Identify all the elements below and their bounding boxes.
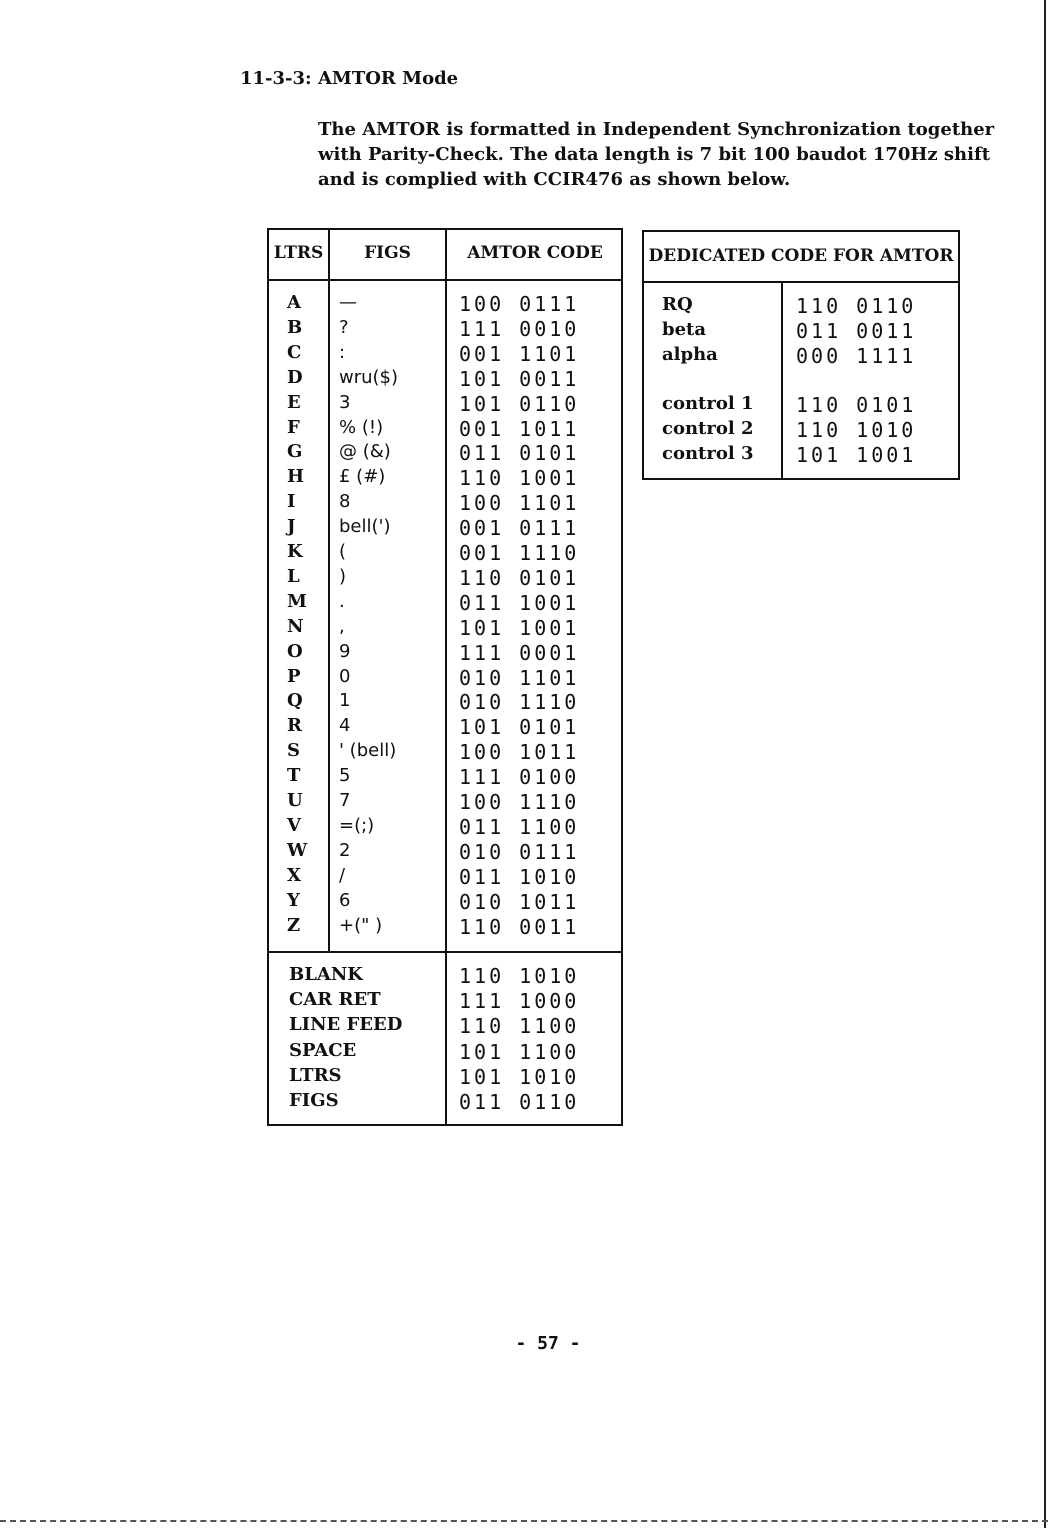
intro-line: and is complied with CCIR476 as shown below.: [318, 169, 791, 190]
fig-cell: :: [339, 341, 346, 363]
code-cell: 000 1111: [796, 344, 917, 368]
table-row: [269, 915, 621, 940]
ltr-cell: M: [287, 590, 307, 612]
dedicated-name: RQ: [662, 294, 693, 315]
code-cell: 010 1110: [459, 690, 580, 715]
code-cell: 110 1100: [459, 1014, 580, 1039]
dedicated-header: [644, 232, 958, 283]
ltr-cell: D: [287, 366, 303, 388]
intro-line: with Parity-Check. The data length is 7 bit 100 baudot 170Hz shift: [318, 144, 991, 165]
code-cell: 111 0001: [459, 640, 580, 665]
table-row: [269, 441, 621, 466]
code-cell: 101 0101: [459, 715, 580, 740]
code-cell: 100 1101: [459, 491, 580, 516]
control-name: SPACE: [289, 1039, 357, 1061]
table-row: [269, 516, 621, 541]
table-row: [269, 541, 621, 566]
table-row: [269, 641, 621, 666]
code-cell: 110 0101: [459, 565, 580, 590]
code-cell: 100 1011: [459, 740, 580, 765]
code-cell: 110 1010: [459, 964, 580, 988]
table-row: [269, 317, 621, 342]
ltr-cell: H: [287, 466, 305, 488]
page-number: - 57 -: [515, 1333, 581, 1354]
code-cell: 001 1011: [459, 416, 580, 441]
dedicated-row: [644, 418, 958, 443]
table-row: [269, 466, 621, 491]
code-cell: 110 0101: [796, 393, 917, 417]
page-edge: [1044, 0, 1046, 1528]
fig-cell: 5: [339, 765, 351, 787]
ltr-cell: T: [287, 765, 301, 787]
fig-cell: % (!): [339, 416, 384, 438]
fig-cell: 6: [339, 889, 351, 911]
ltr-cell: U: [287, 790, 303, 811]
table-row: [269, 890, 621, 915]
table-row: [269, 367, 621, 392]
control-name: LINE FEED: [289, 1014, 403, 1036]
ltr-cell: P: [287, 665, 301, 687]
fig-cell: =(;): [339, 814, 375, 836]
control-row: [269, 1065, 621, 1090]
table-row: [269, 292, 621, 317]
code-cell: 101 0110: [459, 391, 580, 416]
figs-header: FIGS: [364, 243, 411, 263]
control-name: BLANK: [289, 964, 363, 985]
dedicated-row: [644, 294, 958, 319]
ltr-cell: O: [287, 640, 303, 662]
fig-cell: @ (&): [339, 441, 391, 463]
code-cell: 101 1001: [459, 615, 580, 640]
ltr-cell: J: [287, 516, 296, 538]
dedicated-name: control 3: [662, 443, 754, 464]
intro-line: The AMTOR is formatted in Independent Synchronization together: [318, 119, 995, 140]
fig-cell: ,: [339, 615, 345, 637]
control-name: FIGS: [289, 1090, 339, 1111]
code-cell: 011 1001: [459, 590, 580, 615]
section-heading: 11-3-3: AMTOR Mode: [240, 68, 459, 89]
fig-cell: 7: [339, 790, 351, 811]
amtor-code-table: [267, 228, 623, 1126]
ltr-cell: I: [287, 491, 296, 513]
table-row: [269, 417, 621, 442]
code-cell: 010 1011: [459, 889, 580, 914]
fig-cell: (: [339, 541, 347, 562]
dedicated-code-table: [642, 230, 960, 480]
code-cell: 100 1110: [459, 790, 580, 814]
control-row: [269, 1090, 621, 1115]
code-cell: 011 1010: [459, 864, 580, 889]
fig-cell: .: [339, 590, 345, 612]
fig-cell: ): [339, 565, 347, 587]
ltrs-header: LTRS: [273, 243, 324, 263]
control-name: LTRS: [289, 1064, 342, 1086]
code-cell: 101 1010: [459, 1064, 580, 1089]
section-divider: [269, 951, 621, 953]
code-cell: 001 1110: [459, 541, 580, 565]
code-cell: 110 0110: [796, 294, 917, 318]
dedicated-name: alpha: [662, 344, 718, 365]
code-cell: 101 0011: [459, 366, 580, 391]
ltr-cell: F: [287, 416, 300, 438]
ltr-cell: Z: [287, 914, 301, 936]
code-cell: 100 0111: [459, 292, 580, 316]
fig-cell: ?: [339, 316, 349, 338]
fig-cell: £ (#): [339, 466, 386, 488]
ltr-cell: C: [287, 341, 302, 363]
code-cell: 001 1101: [459, 341, 580, 366]
table-row: [269, 815, 621, 840]
dedicated-row: [644, 443, 958, 468]
table-row: [269, 666, 621, 691]
code-cell: 110 1010: [796, 418, 917, 442]
intro-paragraph: [318, 117, 998, 192]
ltr-cell: N: [287, 615, 304, 637]
code-cell: 111 0100: [459, 765, 580, 790]
ltr-cell: G: [287, 441, 303, 463]
table-row: [269, 491, 621, 516]
ltr-cell: W: [287, 839, 308, 861]
code-cell: 111 0010: [459, 316, 580, 341]
fig-cell: wru($): [339, 366, 399, 388]
dedicated-name: control 1: [662, 393, 754, 414]
table-row: [269, 765, 621, 790]
fig-cell: /: [339, 864, 346, 886]
table-row: [269, 591, 621, 616]
code-cell: 110 1001: [459, 466, 580, 491]
code-cell: 101 1100: [459, 1039, 580, 1064]
fig-cell: bell('): [339, 516, 391, 538]
code-cell: 101 1001: [796, 443, 917, 467]
table-row: [269, 690, 621, 715]
control-row: [269, 1040, 621, 1065]
fig-cell: 0: [339, 665, 351, 687]
fig-cell: 4: [339, 715, 351, 737]
code-cell: 011 0101: [459, 441, 580, 466]
fig-cell: ' (bell): [339, 740, 397, 762]
control-row: [269, 964, 621, 989]
ltr-cell: Y: [287, 889, 300, 911]
table-row: [269, 342, 621, 367]
fig-cell: —: [339, 292, 357, 313]
code-cell: 001 0111: [459, 516, 580, 541]
ltr-cell: K: [287, 541, 303, 562]
ltr-cell: R: [287, 715, 302, 737]
code-cell: 011 1100: [459, 814, 580, 839]
fig-cell: 2: [339, 839, 351, 861]
fig-cell: 8: [339, 491, 351, 513]
ltr-cell: L: [287, 565, 300, 587]
ltr-cell: E: [287, 391, 301, 413]
dedicated-row: [644, 319, 958, 344]
table-row: [269, 566, 621, 591]
table-row: [269, 740, 621, 765]
code-header: AMTOR CODE: [467, 243, 603, 263]
ltr-cell: V: [287, 814, 301, 836]
fig-cell: +(" ): [339, 914, 383, 936]
table-row: [269, 790, 621, 815]
dedicated-row: [644, 344, 958, 369]
code-cell: 011 0011: [796, 319, 917, 343]
table-row: [269, 865, 621, 890]
dedicated-header-label: DEDICATED CODE FOR AMTOR: [648, 246, 954, 266]
dedicated-name: beta: [662, 319, 707, 340]
code-cell: 010 1101: [459, 665, 580, 690]
fig-cell: 9: [339, 640, 351, 662]
page-bottom-edge: [0, 1520, 1048, 1522]
dedicated-name: control 2: [662, 418, 754, 439]
code-cell: 110 0011: [459, 914, 580, 939]
table-row: [269, 840, 621, 865]
table-row: [269, 616, 621, 641]
dedicated-row: [644, 393, 958, 418]
ltr-cell: Q: [287, 690, 303, 712]
table-row: [269, 392, 621, 417]
ltr-cell: A: [287, 292, 301, 313]
table-row: [269, 715, 621, 740]
fig-cell: 1: [339, 690, 351, 712]
control-name: CAR RET: [289, 989, 381, 1011]
code-cell: 010 0111: [459, 839, 580, 864]
code-cell: 111 1000: [459, 989, 580, 1014]
fig-cell: 3: [339, 391, 351, 413]
control-row: [269, 1014, 621, 1039]
ltr-cell: S: [287, 740, 300, 762]
code-cell: 011 0110: [459, 1090, 580, 1114]
control-row: [269, 989, 621, 1014]
ltr-cell: B: [287, 316, 303, 338]
ltr-cell: X: [287, 864, 301, 886]
